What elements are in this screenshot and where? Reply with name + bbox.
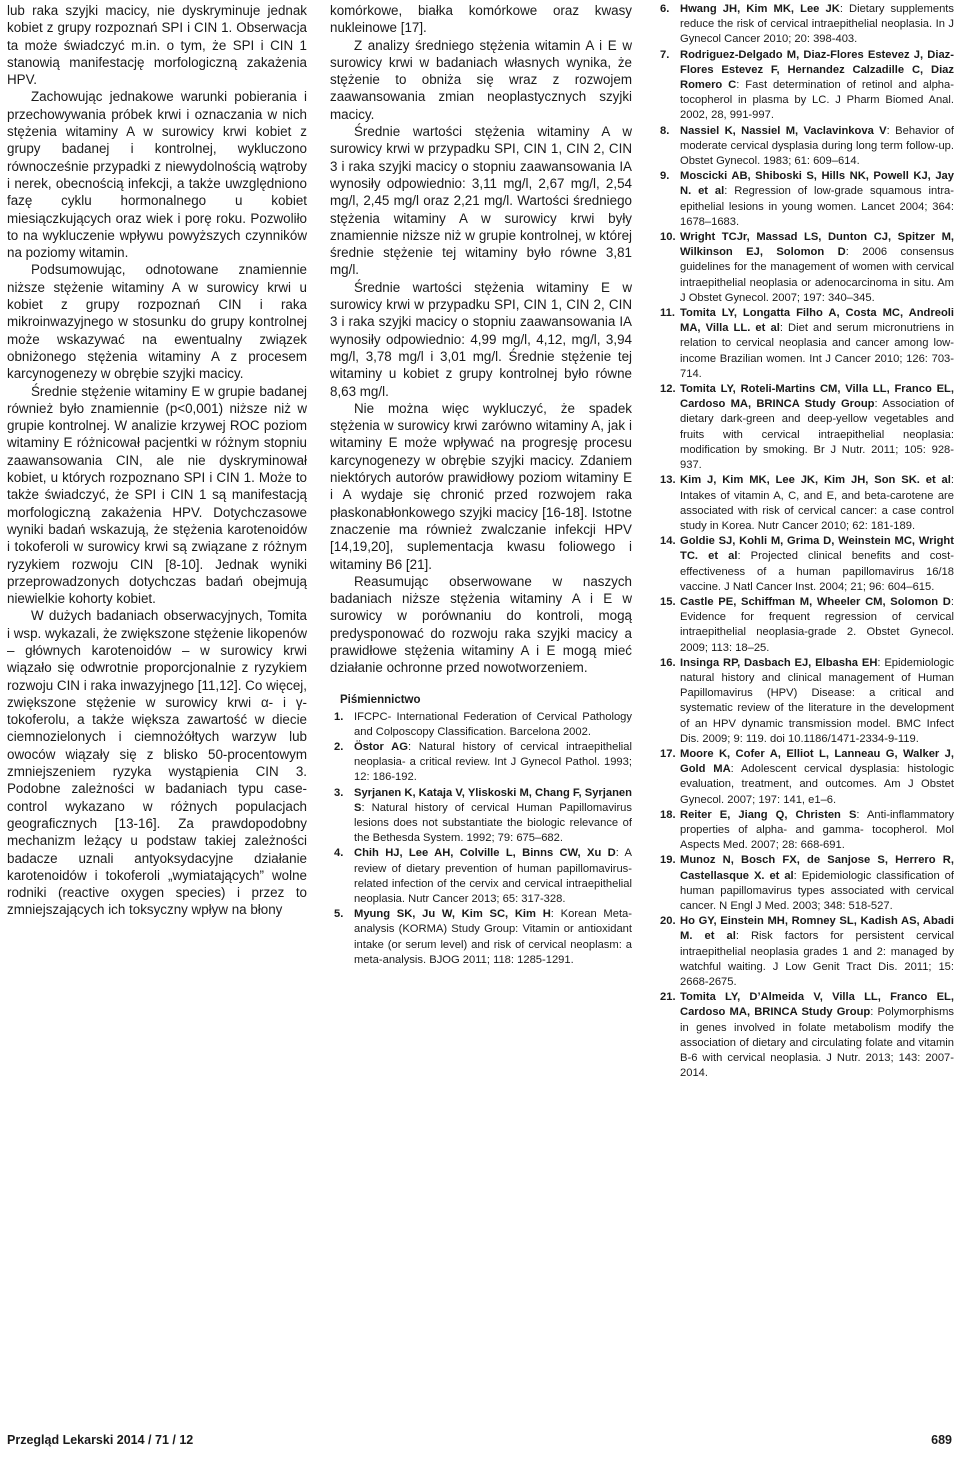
- paragraph: Zachowując jednakowe warunki pobierania i przechowywania próbek krwi i oznaczania w nich stężenia witaminy A w surowicy krwi kobiet z grupy badanej i kontrolnej, wykluczono równocześnie przypadki z niewydolnością wątroby i nerek, obecnością infekcji, a także uwzględniono fazę cyklu hormonalnego u kobiet miesiączkujących oraz wiek i porę roku. Pozwoliło to na wykluczenie wpływu powyższych czynników na poziomy witamin.: [7, 89, 307, 261]
- reference-item: 11. Tomita LY, Longatta Filho A, Costa MC, Andreoli MA, Villa LL. et al: Diet and serum micronutriens in relation to cervical neoplasia and cancer among low-income Brazilian women. Int J Cancer 2010; 126: 703-714.: [660, 307, 954, 380]
- paragraph: lub raka szyjki macicy, nie dyskryminuje jednak kobiet z grupy rozpoznań SPI i CIN 1. Obserwacja ta może świadczyć m.in. o tym, że SPI i CIN 1 stanowią manifestację morfologiczną zakażenia HPV.: [7, 3, 307, 88]
- paragraph: Podsumowując, odnotowane znamiennie niższe stężenie witaminy A w surowicy krwi u kobiet z grupy rozpoznań CIN i raka mikroinwazyjnego w stosunku do grupy kontrolnej może wskazywać na ewentualny związek obniżonego stężenia witaminy A z procesem karcynogenezy w obrębie szyjki macicy.: [7, 262, 307, 382]
- reference-item: 10. Wright TCJr, Massad LS, Dunton CJ, Spitzer M, Wilkinson EJ, Solomon D: 2006 consensus guidelines for the management of women with cervical intraepithelial neoplasia or adenocarcinoma in situ. Am J Obstet Gynecol. 2007; 197: 340–345.: [660, 231, 955, 304]
- body-text: [330, 2, 632, 677]
- reference-item: 6. Hwang JH, Kim MK, Lee JK: Dietary supplements reduce the risk of cervical intraepithelial neoplasia. In J Gynecol Cancer 2010; 20: 398-403.: [660, 3, 954, 46]
- paragraph: komórkowe, białka komórkowe oraz kwasy nukleinowe [17].: [330, 3, 632, 36]
- reference-item: 19. Munoz N, Bosch FX, de Sanjose S, Herrero R, Castellasque X. et al: Epidemiologic classification of human papillomavirus types associated with cervical cancer. N Engl J Med. 2003; 348: 518-527.: [660, 854, 954, 912]
- paragraph: Nie można więc wykluczyć, że spadek stężenia w surowicy krwi zarówno witaminy A, jak i witaminy E może wpływać na progresję procesu karcynogenezy w obrębie szyjki macicy. Zdaniem niektórych autorów prawidłowy poziom witaminy E i A wydaje się chronić przed rozwojem raka płaskonabłonkowego szyjki macicy [16-18]. Istotne znaczenie ma również zwalczanie infekcji HPV [14,19,20], suplementacja kwasu foliowego i witaminy B6 [21].: [330, 400, 632, 572]
- column-left: [7, 2, 307, 919]
- paragraph: Średnie wartości stężenia witaminy A w surowicy krwi w przypadku SPI, CIN 1, CIN 2, CIN 3 i raka szyjki macicy o stopniu zaawansowania IA wynosiły odpowiednio: 3,11 mg/l, 2,67 mg/l, 2,54 mg/l, 2,45 mg/l oraz 2,21 mg/l. Wartości średniego stężenia witaminy A w surowicy krwi były znamiennie niższe niż w grupie kontrolnej, w której średnie stężenie tej witaminy było równe 3,81 mg/l.: [330, 124, 632, 278]
- reference-list: [330, 710, 632, 968]
- reference-list: [656, 2, 954, 1081]
- reference-item: 2. Östor AG: Natural history of cervical intraepithelial neoplasia- a critical review. Int J Gynecol Pathol. 1993; 12: 186-192.: [334, 740, 632, 784]
- paragraph: Reasumując obserwowane w naszych badaniach niższe stężenia witaminy A i E w surowicy w porównaniu do kontroli, mogą predysponować do rozwoju raka szyjki macicy a prawidłowe stężenia witaminy A i E mogą mieć działanie ochronne przed nowotworzeniem.: [330, 573, 632, 676]
- reference-item: 12. Tomita LY, Roteli-Martins CM, Villa LL, Franco EL, Cardoso MA, BRINCA Study Group: Association of dietary dark-green and deep-yellow vegetables and fruits with cervical intraepithelial neoplasia: modification by smoking. Br J Nutr. 2011; 105: 928-937.: [660, 383, 954, 472]
- page-number: 689: [931, 1433, 952, 1447]
- reference-item: 14. Goldie SJ, Kohli M, Grima D, Weinstein MC, Wright TC. et al: Projected clinical benefits and cost-effectiveness of a human papillomavirus 16/18 vaccine. J Natl Cancer Inst. 2004; 21; 96: 604–615.: [660, 535, 954, 593]
- reference-item: 15. Castle PE, Schiffman M, Wheeler CM, Solomon D: Evidence for frequent regression of cervical intraepithelial neoplasia-grade 2. Obstet Gynecol. 2009; 113: 18–25.: [660, 595, 954, 654]
- journal-footer: Przegląd Lekarski 2014 / 71 / 12: [7, 1433, 194, 1447]
- reference-item: 4. Chih HJ, Lee AH, Colville L, Binns CW, Xu D: A review of dietary prevention of human papillomavirus-related infection of the cervix and cervical intraepithelial neoplasia. Nutr Cancer 2013; 65: 317-328.: [334, 847, 633, 906]
- reference-item: 9. Moscicki AB, Shiboski S, Hills NK, Powell KJ, Jay N. et al: Regression of low-grade squamous intra-epithelial lesions in young women. Lancet 2004; 364: 1678–1683.: [660, 170, 954, 228]
- reference-item: 16. Insinga RP, Dasbach EJ, Elbasha EH: Epidemiologic natural history and clinical management of Human Papillomavirus (HPV) Disease: a critical and systematic review of the literature in the development of an HPV dynamic transmission model. BMC Infect Dis. 2009; 9: 119. doi 10.1186/1471-2334-9-119.: [660, 656, 954, 745]
- references-title: Piśmiennictwo: [340, 693, 421, 706]
- reference-item: 1. IFCPC- International Federation of Cervical Pathology and Colposcopy Classification. Barcelona 2002.: [334, 710, 632, 738]
- column-right: [656, 2, 954, 1081]
- paragraph: Z analizy średniego stężenia witamin A i E w surowicy krwi w badaniach własnych wynika, że stężenie to obniża się wraz z rozwojem zaawansowania zmian neoplastycznych szyjki macicy.: [330, 37, 632, 122]
- reference-item: 3. Syrjanen K, Kataja V, Yliskoski M, Chang F, Syrjanen S: Natural history of cervical Human Papillomavirus lesions does not substantiate the biologic relevance of the Bethesda System. 1992; 79: 675–682.: [334, 786, 632, 845]
- reference-item: 21. Tomita LY, D’Almeida V, Villa LL, Franco EL, Cardoso MA, BRINCA Study Group: Polymorphisms in genes involved in folate metabolism modify the association of dietary and circulating folate and vitamin B-6 with cervical neoplasia. J Nutr. 2013; 143: 2007-2014.: [660, 991, 955, 1080]
- reference-item: 8. Nassiel K, Nassiel M, Vaclavinkova V: Behavior of moderate cervical dysplasia during long term follow-up. Obstet Gynecol. 1983; 61: 609–614.: [660, 124, 954, 168]
- column-middle: [330, 2, 632, 968]
- paragraph: Średnie wartości stężenia witaminy E w surowicy krwi w przypadku SPI, CIN 1, CIN 2, CIN 3 i raka szyjki macicy o stopniu zaawansowania IA wynosiły odpowiednio: 4,99 mg/l, 4,12, mg/l, 3,94 mg/l, 3,78 mg/l i 3,01 mg/l. Średnie stężenie tej witaminy u kobiet z grupy kontrolnej było równe 8,63 mg/l.: [330, 279, 632, 399]
- reference-item: 18. Reiter E, Jiang Q, Christen S: Anti-inflammatory properties of alpha- and gamma- tocopherol. Mol Aspects Med. 2007; 28: 668-691.: [660, 808, 954, 852]
- reference-item: 17. Moore K, Cofer A, Elliot L, Lanneau G, Walker J, Gold MA: Adolescent cervical dysplasia: histologic evaluation, treatment, and outcomes. Am J Obstet Gynecol. 2007; 197: 141, e1–6.: [660, 747, 954, 806]
- paragraph: W dużych badaniach obserwacyjnych, Tomita i wsp. wykazali, że zwiększone stężenie likopenów – głównych karotenoidów – w surowicy krwi wiązało się odwrotnie proporcjonalnie z ryzykiem rozwoju CIN i raka inwazyjnego [11,12]. Co więcej, zwiększone stężenie w surowicy krwi α- i γ-tokoferolu, a także większa zawartość w diecie ciemnozielonych i ciemnożółtych warzyw lub owoców wiązały się z blisko 50-procentowym zmniejszeniem ryzyka wystąpienia CIN 3. Podobne zależności w badaniach typu case-control wykazano w różnych populacjach geograficznych [13-16]. Za prawdopodobny mechanizm leżący u podstaw takiej zależności badacze uznali antyoksydacyjne działanie karotenoidów i tokoferoli „wymiatających” wolne rodniki (reactive oxygen species) i przez to zmniejszających ich toksyczny wpływ na błony: [7, 608, 307, 918]
- paragraph: Średnie stężenie witaminy E w grupie badanej również było znamiennie (p<0,001) niższe niż w grupie kontrolnej. W analizie krzywej ROC poziom witaminy E różnicował pacjentki w różnym stopniu zaawansowania CIN, ale nie dyskryminował kobiet, u których rozpoznano SPI i CIN 1. Może to także świadczyć, że SPI i CIN 1 są manifestacją morfologiczną zakażenia HPV. Dotychczasowe wyniki badań wskazują, że stężenia karotenoidów i tokoferoli w surowicy krwi są związane z różnym ryzykiem rozwoju CIN [8-10]. Jednak wyniki przeprowadzonych dotychczas badań obejmują niewielkie kohorty kobiet.: [7, 383, 307, 607]
- reference-item: 5. Myung SK, Ju W, Kim SC, Kim H: Korean Meta-analysis (KORMA) Study Group: Vitamin or antioxidant intake (or serum level) and risk of cervical neoplasm: a meta-analysis. BJOG 2011; 118: 1285-1291.: [334, 908, 633, 966]
- reference-item: 7. Rodriguez-Delgado M, Diaz-Flores Estevez J, Diaz-Flores Estevez F, Hernandez Calzadille C, Diaz Romero C: Fast determination of retinol and alpha-tocopherol in plasma by LC. J Pharm Biomed Anal. 2002, 28, 991-997.: [660, 48, 954, 122]
- reference-item: 13. Kim J, Kim MK, Lee JK, Kim JH, Son SK. et al: Intakes of vitamin A, C, and E, and beta-carotene are associated with risk of cervical cancer: a case control study in Korea. Nutr Cancer 2010; 62: 181-189.: [660, 474, 954, 532]
- reference-item: 20. Ho GY, Einstein MH, Romney SL, Kadish AS, Abadi M. et al: Risk factors for persistent cervical intraepithelial neoplasia grades 1 and 2: managed by watchful waiting. J Low Genit Tract Dis. 2011; 15: 2668-2675.: [660, 915, 954, 988]
